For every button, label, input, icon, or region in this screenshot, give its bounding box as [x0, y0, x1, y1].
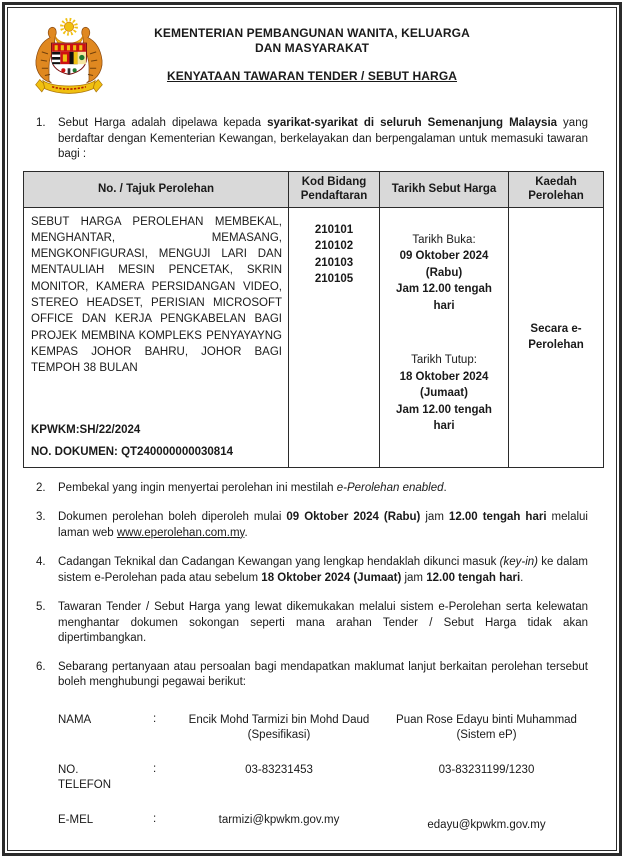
cell-kaedah-perolehan — [509, 207, 604, 467]
paragraph-2-text — [58, 481, 588, 497]
p3-text-bold1: 09 Oktober 2024 (Rabu) — [286, 511, 421, 523]
officer-1-role: (Spesifikasi) — [247, 728, 311, 741]
tender-reference-block — [31, 422, 282, 460]
officer-1-name-text: Encik Mohd Tarmizi bin Mohd Daud — [188, 713, 370, 726]
p3-text-post: . — [244, 526, 248, 539]
paragraph-5-text: Tawaran Tender / Sebut Harga yang lewat dikemukakan melalui sistem e-Perolehan serta kelewatan menghantar dokumen sokongan seperti mana arahan Tender / Sebut Harga tidak akan dipertimbangkan. — [58, 601, 588, 644]
kod-bidang-1: 210101 — [314, 223, 354, 236]
p4-text-mid2: jam — [401, 571, 427, 584]
p4-text-mid1: ke dalam sistem e-Perolehan pada atau sebelum — [58, 556, 588, 584]
p1-text-pre: Sebut Harga adalah dipelawa kepada — [58, 117, 268, 129]
contact-label-nama: NAMA — [58, 713, 92, 726]
contact-label-telefon: NO. TELEFON — [58, 763, 112, 791]
p3-text-pre: Dokumen perolehan boleh diperoleh mulai — [58, 511, 287, 523]
contact-label-emel: E-MEL — [58, 813, 94, 826]
kaedah-value: Secara e-Perolehan — [528, 323, 584, 351]
paragraph-6-text: Sebarang pertanyaan atau persoalan bagi mendapatkan maklumat lanjut berkaitan perolehan tersebut boleh menghubungi pegawai berikut: — [58, 660, 588, 688]
p1-text-post: yang berdaftar dengan Kementerian Kewangan, berkelayakan dan berpengalaman untuk memasuki tawaran bagi : — [58, 117, 588, 160]
officer-2-phone: 03-83231199/1230 — [438, 763, 535, 776]
p2-text-post: . — [443, 481, 447, 494]
paragraph-4-text — [58, 555, 588, 586]
contact-row-nama — [58, 713, 588, 743]
tender-ref-number: KPWKM:SH/22/2024 — [31, 423, 141, 436]
paragraph-1-text — [58, 116, 588, 163]
tender-document-number: NO. DOKUMEN: QT240000000030814 — [31, 445, 233, 458]
contact-colon: : — [153, 712, 157, 725]
tender-table-header-row — [24, 171, 604, 207]
paragraph-3-text — [58, 510, 588, 541]
tarikh-buka-time: Jam 12.00 tengah hari — [396, 283, 492, 312]
p4-text-bold2: 12.00 tengah hari — [426, 571, 521, 584]
paragraph-3 — [36, 510, 588, 541]
tender-title-text: SEBUT HARGA PEROLEHAN MEMBEKAL, MENGHANTAR, MEMASANG, MENGKONFIGURASI, MENGUJI LARI DAN MENTAULIAH MESIN PENCETAK, SKRIN MONITOR, KAMERA PERSIDANGAN VIDEO, STEREO HEADSET, PERISIAN MICROSOFT OFFICE DAN KERJA PENGKABELAN BAGI PROJEK MEMBINA KOMPLEKS PENYAYAYNG KEMPAS JOHOR BAHRU, JOHOR BAGI TEMPOH 38 BULAN — [31, 215, 282, 375]
tender-table-row — [24, 207, 604, 467]
cell-tarikh-sebut-harga — [380, 207, 509, 467]
document-title: KENYATAAN TAWARAN TENDER / SEBUT HARGA — [166, 69, 458, 83]
paragraph-4-number: 4. — [36, 556, 46, 568]
tarikh-tutup-label: Tarikh Tutup: — [411, 354, 477, 366]
kod-bidang-3: 210103 — [314, 256, 354, 269]
p3-text-mid2: melalui laman web — [58, 511, 588, 539]
eperolehan-website-link[interactable]: www.eperolehan.com.my — [116, 526, 245, 539]
contact-colon: : — [153, 762, 157, 775]
col-header-kaedah-perolehan: Kaedah Perolehan — [509, 171, 604, 207]
tarikh-buka-date: 09 Oktober 2024 — [399, 250, 489, 262]
col-header-kod-bidang: Kod Bidang Pendaftaran — [289, 171, 380, 207]
paragraph-2 — [36, 481, 588, 497]
jata-negara-icon — [20, 17, 118, 97]
paragraph-2-number: 2. — [36, 481, 46, 494]
contact-row-emel — [58, 813, 588, 833]
p4-text-pre: Cadangan Teknikal dan Cadangan Kewangan yang lengkap hendaklah dikunci masuk — [58, 556, 500, 568]
tarikh-tutup-day: (Jumaat) — [420, 387, 468, 399]
officer-1-name — [173, 713, 385, 743]
p1-text-bold: syarikat-syarikat di seluruh Semenanjung Malaysia — [267, 117, 558, 129]
officer-1-phone: 03-83231453 — [245, 763, 313, 776]
col-header-tajuk-perolehan: No. / Tajuk Perolehan — [24, 171, 289, 207]
paragraph-6 — [36, 660, 588, 691]
paragraph-6-number: 6. — [36, 660, 46, 673]
officer-2-role: (Sistem eP) — [456, 728, 517, 741]
p4-text-bold1: 18 Oktober 2024 (Jumaat) — [261, 571, 402, 584]
p2-text-pre: Pembekal yang ingin menyertai perolehan ini mestilah — [58, 481, 337, 494]
p3-text-bold2: 12.00 tengah hari — [448, 511, 547, 523]
tender-table — [23, 171, 604, 468]
malaysia-coat-of-arms-logo — [20, 17, 118, 97]
tarikh-buka-block — [384, 232, 504, 315]
contact-colon: : — [153, 812, 157, 825]
p4-text-post: . — [520, 571, 524, 584]
contact-officers-block — [36, 713, 588, 833]
paragraph-1 — [36, 116, 588, 163]
officer-1-email: tarmizi@kpwkm.gov.my — [218, 813, 340, 826]
outer-border — [2, 2, 622, 856]
tarikh-tutup-date: 18 Oktober 2024 — [399, 370, 489, 383]
officer-2-name-text: Puan Rose Edayu binti Muhammad — [396, 713, 577, 726]
paragraph-1-number: 1. — [36, 117, 46, 129]
tarikh-buka-label: Tarikh Buka: — [412, 233, 476, 246]
paragraph-4 — [36, 555, 588, 586]
kod-bidang-2: 210102 — [314, 240, 354, 252]
header-titles — [36, 16, 588, 85]
officer-2-name — [385, 713, 588, 743]
officer-2-email: edayu@kpwkm.gov.my — [427, 818, 546, 831]
paragraph-5-number: 5. — [36, 601, 46, 613]
ministry-name-line1: KEMENTERIAN PEMBANGUNAN WANITA, KELUARGA — [154, 26, 470, 40]
paragraph-5 — [36, 600, 588, 647]
inner-border — [7, 7, 617, 851]
ministry-name-line2: DAN MASYARAKAT — [254, 41, 370, 55]
col-header-tarikh-sebut-harga: Tarikh Sebut Harga — [380, 171, 509, 207]
cell-tajuk-perolehan — [24, 207, 289, 467]
tarikh-tutup-time: Jam 12.00 tengah hari — [396, 403, 492, 432]
tarikh-tutup-block — [384, 352, 504, 435]
paragraph-3-number: 3. — [36, 511, 46, 523]
contact-row-telefon — [58, 763, 588, 793]
document-header — [36, 16, 588, 102]
p3-text-mid1: jam — [420, 511, 449, 523]
cell-kod-bidang — [289, 207, 380, 467]
p4-text-italic: (key-in) — [499, 556, 538, 568]
kod-bidang-4: 210105 — [314, 273, 354, 285]
tarikh-buka-day: (Rabu) — [425, 266, 463, 279]
p2-text-italic: e-Perolehan enabled — [336, 481, 444, 494]
